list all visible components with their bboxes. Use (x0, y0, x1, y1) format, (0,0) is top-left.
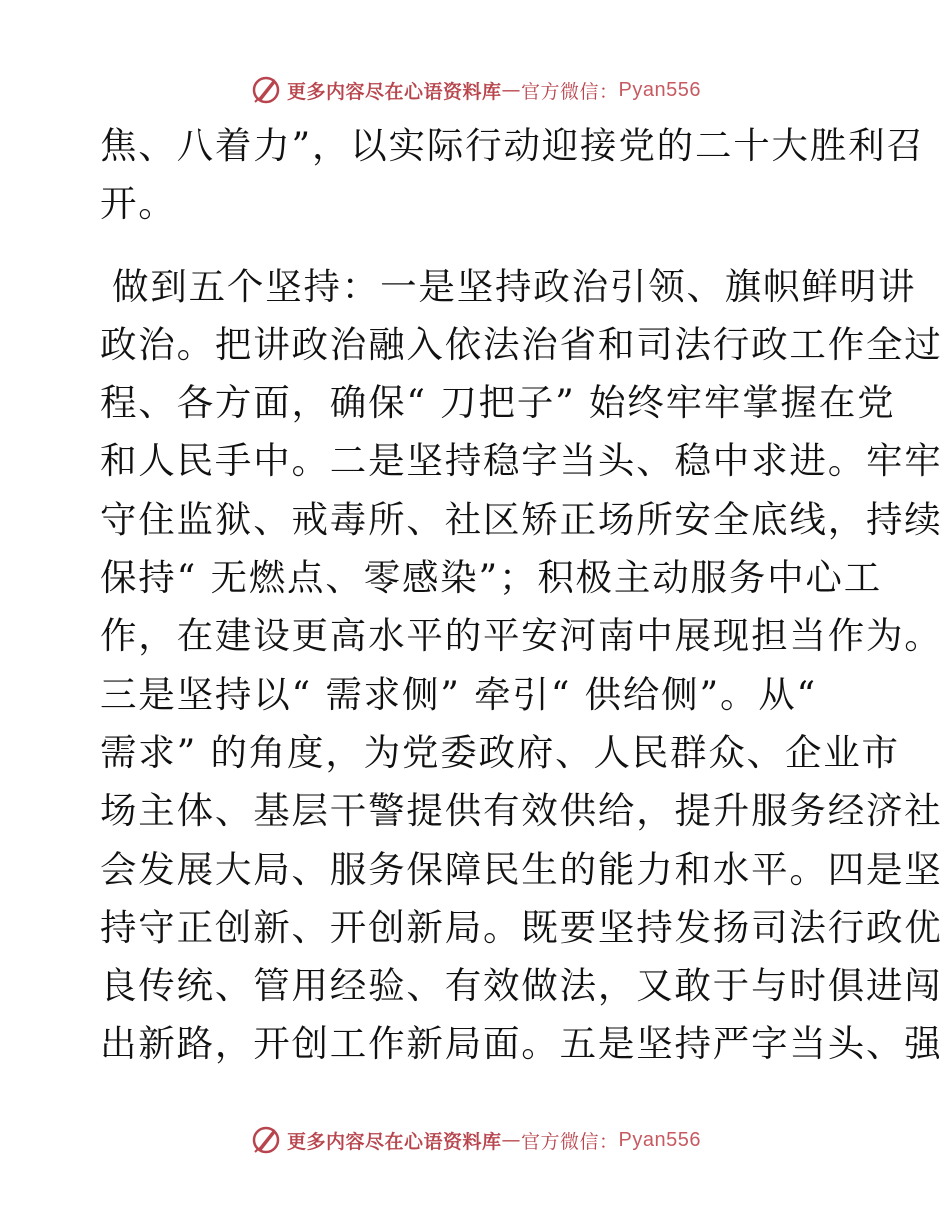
watermark-dash: — (501, 1129, 522, 1151)
text-line: 开。 (100, 182, 177, 226)
watermark-dash: — (501, 79, 522, 101)
watermark-wechat-id: Pyan556 (618, 78, 701, 101)
text-line: 持守正创新、开创新局。既要坚持发扬司法行政优 (100, 905, 943, 949)
document-body (100, 117, 943, 1074)
quill-logo-icon (249, 1123, 283, 1157)
text-line: 做到五个坚持：一是坚持政治引领、旗帜鲜明讲 (112, 264, 917, 308)
text-line: 焦、八着力”，以实际行动迎接党的二十大胜利召 (100, 124, 925, 167)
paragraph-1 (100, 117, 925, 234)
header-watermark (0, 70, 950, 110)
text-line: 良传统、管用经验、有效做法，又敢于与时俱进闯 (100, 964, 943, 1008)
paragraph-gap (100, 234, 850, 258)
text-line: 场主体、基层干警提供有效供给，提升服务经济社 (100, 789, 943, 833)
text-line: 守住监狱、戒毒所、社区矫正场所安全底线，持续 (100, 497, 943, 541)
watermark-wechat-id: Pyan556 (618, 1128, 701, 1151)
watermark-brand: 更多内容尽在心语资料库 (287, 80, 502, 103)
watermark-label: 官方微信： (521, 80, 619, 103)
watermark-label: 官方微信： (521, 1130, 619, 1153)
quill-logo-icon (249, 73, 283, 107)
text-line: 政治。把讲政治融入依法治省和司法行政工作全过 (100, 322, 943, 366)
paragraph-2 (100, 258, 943, 1074)
text-line: 会发展大局、服务保障民生的能力和水平。四是坚 (100, 847, 943, 891)
text-line: 作，在建设更高水平的平安河南中展现担当作为。 (100, 614, 943, 658)
text-line: 程、各方面，确保“ 刀把子” 始终牢牢掌握在党 (100, 381, 896, 425)
text-line: 和人民手中。二是坚持稳字当头、稳中求进。牢牢 (100, 439, 943, 483)
watermark-brand: 更多内容尽在心语资料库 (287, 1130, 502, 1153)
text-line: 需求” 的角度，为党委政府、人民群众、企业市 (100, 730, 900, 774)
text-line: 保持“ 无燃点、零感染”；积极主动服务中心工 (100, 556, 883, 600)
text-line: 出新路，开创工作新局面。五是坚持严字当头、强 (100, 1022, 943, 1066)
text-line: 三是坚持以“ 需求侧” 牵引“ 供给侧”。从“ (100, 672, 818, 716)
footer-watermark (0, 1120, 950, 1160)
